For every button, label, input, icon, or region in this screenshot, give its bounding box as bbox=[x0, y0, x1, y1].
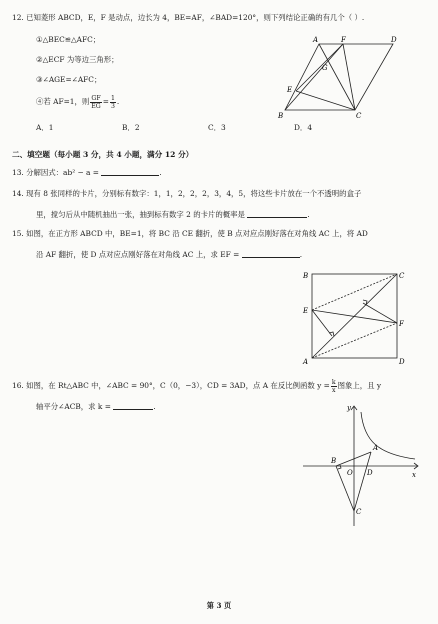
q12-item-4-end: . bbox=[116, 97, 120, 106]
q15-line-2 bbox=[36, 249, 302, 260]
q12-stem: 12. 已知菱形 ABCD，E，F 是动点，边长为 4，BE=AF，∠BAD=120°，则下列结论正确的有几个（ ）. bbox=[12, 13, 365, 22]
q13 bbox=[12, 167, 162, 178]
q12-item-4-ratio bbox=[110, 95, 116, 110]
segment-fc bbox=[343, 44, 355, 110]
label-x: x bbox=[412, 471, 416, 479]
q12-item-3: ③∠AGE=∠AFC； bbox=[36, 75, 102, 84]
q16-fraction bbox=[331, 379, 337, 394]
q12-option-c: C．3 bbox=[208, 123, 226, 132]
q12-item-1: ①△BEC≌△AFC； bbox=[36, 35, 101, 44]
label-c: C bbox=[356, 112, 362, 120]
fold-af bbox=[312, 323, 397, 358]
q12-item-4 bbox=[36, 94, 119, 110]
q12-equals: = bbox=[102, 97, 109, 106]
label-d: D bbox=[367, 469, 373, 477]
fold-ce bbox=[312, 274, 397, 310]
q16-line-2 bbox=[36, 401, 156, 412]
q13-text: 13. 分解因式：ab² − a = bbox=[12, 168, 99, 177]
q12-option-b: B．2 bbox=[122, 123, 140, 132]
q14-line-2 bbox=[36, 209, 310, 220]
segment-ef bbox=[312, 310, 397, 323]
label-e: E bbox=[287, 86, 293, 94]
rhombus-figure bbox=[275, 34, 415, 124]
q15-line-1: 15. 如图，在正方形 ABCD 中，BE=1，将 BC 沿 CE 翻折，使 B 点对应点刚好落在对角线 AC 上，将 AD bbox=[12, 229, 368, 238]
label-a: A bbox=[313, 36, 319, 44]
q16-end: . bbox=[153, 402, 156, 411]
label-o: O bbox=[347, 469, 353, 477]
q16-text-2: 轴平分∠ACB，求 k = bbox=[36, 402, 111, 411]
q12-frac-num: GF bbox=[91, 94, 101, 102]
q12-item-4-prefix: ④若 AF=1，则 bbox=[36, 97, 90, 106]
diagonal-ac bbox=[312, 274, 397, 358]
label-g: G bbox=[322, 64, 328, 72]
q16-frac-num: k bbox=[331, 378, 336, 386]
square-figure bbox=[300, 266, 410, 366]
rhombus-outline bbox=[285, 44, 393, 110]
label-y: y bbox=[347, 404, 351, 412]
q13-end: . bbox=[159, 168, 162, 177]
q12-option-d: D．4 bbox=[294, 123, 313, 132]
q12-item-4-fraction bbox=[90, 95, 101, 110]
q14-line-1: 14. 现有 8 张同样的卡片，分别标有数字：1，1，2，2，2，3，4，5，将这些卡片放在一个不透明的盒子 bbox=[12, 189, 362, 198]
coordinate-figure bbox=[300, 396, 425, 531]
q12-frac-den: EG bbox=[91, 102, 101, 110]
q16-line-1 bbox=[12, 378, 381, 394]
label-d: D bbox=[391, 36, 397, 44]
label-e: E bbox=[303, 307, 309, 315]
section-title: 二、填空题（每小题 3 分，共 4 小题，满分 12 分） bbox=[12, 150, 194, 159]
q14-answer-blank[interactable] bbox=[247, 209, 310, 219]
q12-option-a: A．1 bbox=[36, 123, 54, 132]
label-d: D bbox=[399, 358, 405, 366]
q13-answer-blank[interactable] bbox=[101, 167, 162, 177]
label-b: B bbox=[331, 457, 337, 465]
q16-text: 16. 如图，在 Rt△ABC 中，∠ABC = 90°，C（0，−3），CD = 3AD，点 A 在反比例函数 y = bbox=[12, 381, 330, 390]
segment-ab bbox=[336, 452, 371, 466]
q12-item-2: ②△ECF 为等边三角形； bbox=[36, 55, 119, 64]
q16-answer-blank[interactable] bbox=[113, 401, 156, 411]
q12-ratio-den: 3 bbox=[110, 102, 115, 110]
label-c: C bbox=[399, 272, 405, 280]
q15-answer-blank[interactable] bbox=[242, 249, 303, 259]
hyperbola-curve bbox=[361, 412, 415, 459]
label-b: B bbox=[278, 112, 284, 120]
segment-fe bbox=[296, 44, 343, 91]
q14-end: . bbox=[307, 210, 310, 219]
segment-ac bbox=[354, 452, 371, 511]
q15-text: 沿 AF 翻折，使 D 点对应点刚好落在对角线 AC 上，求 EF = bbox=[36, 250, 240, 259]
q16-frac-den: x bbox=[331, 386, 336, 394]
q12-ratio-num: 1 bbox=[110, 94, 115, 102]
label-b: B bbox=[303, 272, 309, 280]
q16-suffix: 图象上，且 y bbox=[337, 381, 382, 390]
label-a: A bbox=[303, 358, 309, 366]
q15-end: . bbox=[299, 250, 303, 259]
label-c: C bbox=[356, 508, 362, 516]
label-f: F bbox=[399, 320, 404, 328]
label-f: F bbox=[341, 36, 346, 44]
q14-text: 里，搅匀后从中随机抽出一张，抽到标有数字 2 的卡片的概率是 bbox=[36, 210, 245, 219]
label-a: A bbox=[373, 444, 379, 452]
perp-e bbox=[312, 310, 332, 336]
page-number: 第 3 页 bbox=[206, 601, 232, 610]
